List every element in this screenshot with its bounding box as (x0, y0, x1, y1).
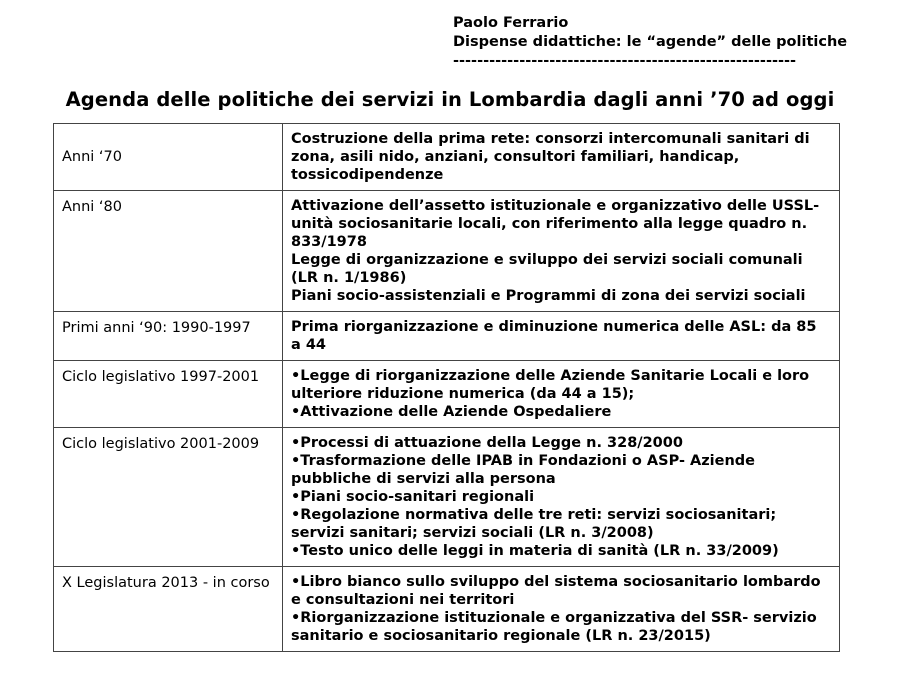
description-line: •Testo unico delle leggi in materia di sanità (LR n. 33/2009) (291, 543, 779, 559)
period-cell: Anni ‘70 (54, 124, 283, 191)
table-row (54, 124, 840, 191)
description-line: Legge di organizzazione e sviluppo dei servizi sociali comunali (LR n. 1/1986) (291, 252, 803, 286)
description-line: Piani socio-assistenziali e Programmi di zona dei servizi sociali (291, 288, 806, 304)
description-cell (283, 191, 840, 312)
period-cell: Anni ‘80 (54, 191, 283, 312)
author-name: Paolo Ferrario (453, 15, 569, 31)
period-cell: X Legislatura 2013 - in corso (54, 567, 283, 652)
description-line: •Regolazione normativa delle tre reti: servizi sociosanitari; servizi sanitari; servizi sociali (LR n. 3/2008) (291, 507, 777, 541)
description-cell (283, 567, 840, 652)
description-cell (283, 361, 840, 428)
description-line: •Attivazione delle Aziende Ospedaliere (291, 404, 612, 420)
agenda-table (53, 123, 840, 652)
description-line: •Piani socio-sanitari regionali (291, 489, 535, 505)
table-row (54, 428, 840, 567)
period-cell: Ciclo legislativo 1997-2001 (54, 361, 283, 428)
description-line: Attivazione dell’assetto istituzionale e organizzativo delle USSL- unità sociosanitarie locali, con riferimento alla legge quadro n. 833/1978 (291, 198, 820, 250)
description-line: •Processi di attuazione della Legge n. 328/2000 (291, 435, 683, 451)
period-cell: Ciclo legislativo 2001-2009 (54, 428, 283, 567)
description-line: •Legge di riorganizzazione delle Aziende Sanitarie Locali e loro ulteriore riduzione numerica (da 44 a 15); (291, 368, 810, 402)
description-line: •Trasformazione delle IPAB in Fondazioni o ASP- Aziende pubbliche di servizi alla persona (291, 453, 756, 487)
table-row (54, 191, 840, 312)
period-cell: Primi anni ‘90: 1990-1997 (54, 312, 283, 361)
page-title: Agenda delle politiche dei servizi in Lombardia dagli anni ’70 ad oggi (65, 88, 835, 111)
description-line: Prima riorganizzazione e diminuzione numerica delle ASL: da 85 a 44 (291, 319, 817, 353)
header-rule: --------------------------------------------------------- (453, 53, 797, 69)
table-row (54, 361, 840, 428)
description-cell (283, 312, 840, 361)
description-cell (283, 428, 840, 567)
table-row (54, 567, 840, 652)
document-header (453, 14, 847, 71)
description-line: Costruzione della prima rete: consorzi intercomunali sanitari di zona, asili nido, anziani, consultori familiari, handicap, tossicodipendenze (291, 131, 810, 183)
description-line: •Riorganizzazione istituzionale e organizzativa del SSR- servizio sanitario e sociosanitario regionale (LR n. 23/2015) (291, 610, 817, 644)
description-cell (283, 124, 840, 191)
document-subtitle: Dispense didattiche: le “agende” delle politiche (453, 34, 848, 50)
table-row (54, 312, 840, 361)
description-line: •Libro bianco sullo sviluppo del sistema sociosanitario lombardo e consultazioni nei territori (291, 574, 821, 608)
